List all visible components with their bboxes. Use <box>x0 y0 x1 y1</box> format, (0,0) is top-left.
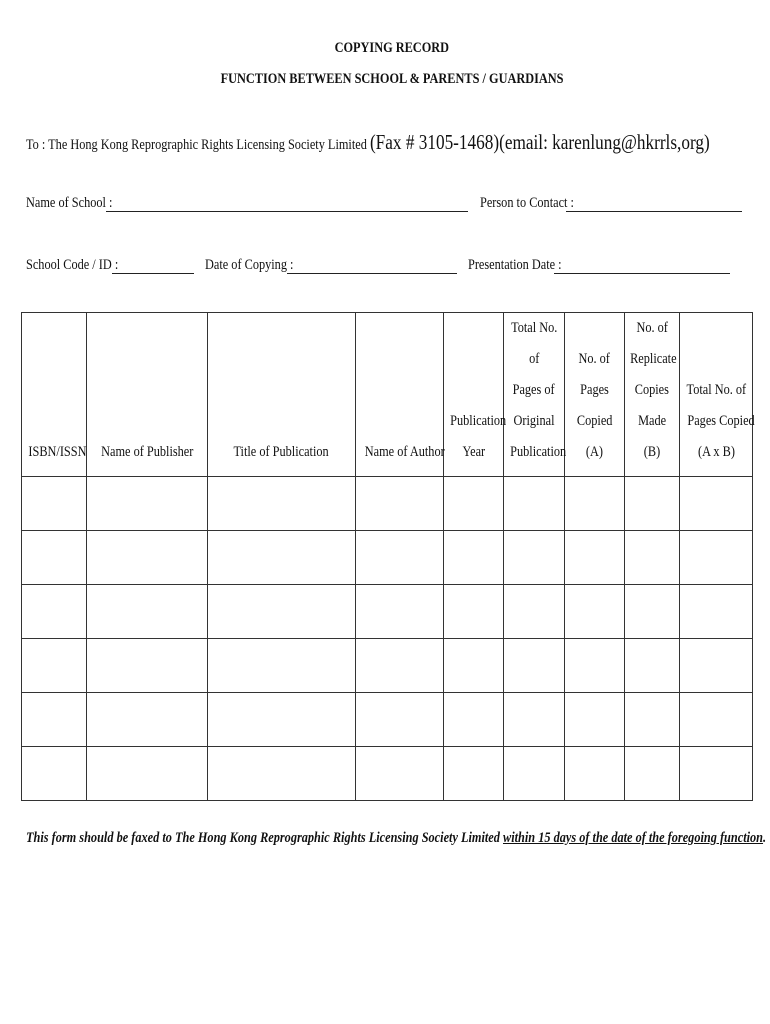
table-row <box>22 531 753 585</box>
column-header-line: Copied <box>576 413 613 429</box>
column-header-line: Replicate <box>630 351 677 367</box>
column-header-4 <box>356 313 444 477</box>
table-cell[interactable] <box>565 477 625 531</box>
table-row <box>22 693 753 747</box>
presentation-date-label: Presentation Date : <box>468 257 562 273</box>
column-header-line: (B) <box>643 444 661 460</box>
person-to-contact-field[interactable] <box>566 211 742 212</box>
column-header-line: Publication <box>450 413 507 429</box>
table-cell[interactable] <box>504 585 565 639</box>
column-header-2 <box>87 313 208 477</box>
table-cell[interactable] <box>680 531 753 585</box>
table-cell[interactable] <box>625 585 680 639</box>
form-title: COPYING RECORD <box>334 40 450 56</box>
date-of-copying-field[interactable] <box>287 273 457 274</box>
table-cell[interactable] <box>356 747 444 801</box>
table-cell[interactable] <box>565 747 625 801</box>
recipient-line <box>26 130 770 155</box>
school-code-field[interactable] <box>112 273 194 274</box>
table-cell[interactable] <box>208 585 356 639</box>
table-cell[interactable] <box>565 693 625 747</box>
table-cell[interactable] <box>22 531 87 585</box>
table-cell[interactable] <box>87 693 208 747</box>
column-header-1 <box>22 313 87 477</box>
date-of-copying-label: Date of Copying : <box>205 257 294 273</box>
table-cell[interactable] <box>565 531 625 585</box>
column-header-line: Original <box>513 413 555 429</box>
school-code-label: School Code / ID : <box>26 257 119 273</box>
table-cell[interactable] <box>565 585 625 639</box>
table-cell[interactable] <box>680 585 753 639</box>
column-header-line: Copies <box>634 382 670 398</box>
table-cell[interactable] <box>625 747 680 801</box>
table-cell[interactable] <box>444 585 504 639</box>
table-cell[interactable] <box>356 639 444 693</box>
table-row <box>22 747 753 801</box>
table-cell[interactable] <box>504 477 565 531</box>
column-header-9 <box>680 313 753 477</box>
table-cell[interactable] <box>87 747 208 801</box>
table-cell[interactable] <box>680 747 753 801</box>
table-row <box>22 639 753 693</box>
column-header-7 <box>565 313 625 477</box>
column-header-8 <box>625 313 680 477</box>
presentation-date-field[interactable] <box>554 273 730 274</box>
column-header-line: Name of Author <box>364 444 445 460</box>
table-cell[interactable] <box>504 639 565 693</box>
recipient-contact: (Fax # 3105-1468)(email: karenlung@hkrrls,org) <box>369 130 710 154</box>
table-cell[interactable] <box>625 693 680 747</box>
table-cell[interactable] <box>208 693 356 747</box>
column-header-line: Name of Publisher <box>100 444 194 460</box>
footer-deadline: within 15 days of the date of the foregoing function <box>502 830 764 846</box>
table-cell[interactable] <box>87 585 208 639</box>
table-cell[interactable] <box>22 639 87 693</box>
person-to-contact-label: Person to Contact : <box>480 195 574 211</box>
column-header-line: Publication <box>510 444 567 460</box>
copying-record-table <box>21 312 753 801</box>
column-header-line: Total No. of <box>686 382 747 398</box>
column-header-line: ISBN/ISSN <box>28 444 87 460</box>
footer-end: . <box>763 830 767 846</box>
footer-text: This form should be faxed to The Hong Kong Reprographic Rights Licensing Society Limited <box>26 830 500 846</box>
table-cell[interactable] <box>22 585 87 639</box>
table-cell[interactable] <box>680 477 753 531</box>
column-header-line: (A) <box>585 444 604 460</box>
form-subtitle: FUNCTION BETWEEN SCHOOL & PARENTS / GUARDIANS <box>220 71 564 87</box>
table-cell[interactable] <box>356 585 444 639</box>
table-cell[interactable] <box>208 747 356 801</box>
table-cell[interactable] <box>22 747 87 801</box>
table-cell[interactable] <box>625 639 680 693</box>
table-cell[interactable] <box>444 477 504 531</box>
table-cell[interactable] <box>444 693 504 747</box>
table-cell[interactable] <box>565 639 625 693</box>
table-cell[interactable] <box>444 531 504 585</box>
column-header-line: Made <box>637 413 667 429</box>
table-cell[interactable] <box>208 477 356 531</box>
footer-note <box>26 830 770 847</box>
column-header-line: Pages of <box>512 382 556 398</box>
table-row <box>22 585 753 639</box>
table-cell[interactable] <box>87 531 208 585</box>
table-cell[interactable] <box>356 531 444 585</box>
table-row <box>22 477 753 531</box>
column-header-3 <box>208 313 356 477</box>
name-of-school-label: Name of School : <box>26 195 113 211</box>
table-cell[interactable] <box>208 639 356 693</box>
column-header-5 <box>444 313 507 477</box>
column-header-line: Pages <box>580 382 609 398</box>
table-cell[interactable] <box>208 531 356 585</box>
table-cell[interactable] <box>625 531 680 585</box>
table-cell[interactable] <box>504 747 565 801</box>
table-cell[interactable] <box>356 693 444 747</box>
table-cell[interactable] <box>87 477 208 531</box>
table-cell[interactable] <box>444 747 504 801</box>
column-header-line: No. of <box>636 320 668 336</box>
column-header-line: (A x B) <box>697 444 735 460</box>
name-of-school-field[interactable] <box>106 211 468 212</box>
table-cell[interactable] <box>680 693 753 747</box>
table-cell[interactable] <box>356 477 444 531</box>
table-cell[interactable] <box>504 531 565 585</box>
table-body <box>22 477 753 801</box>
column-header-line: of <box>528 351 540 367</box>
table-cell[interactable] <box>625 477 680 531</box>
table-header-row <box>22 313 753 477</box>
column-header-6 <box>504 313 565 477</box>
recipient-name: To : The Hong Kong Reprographic Rights Licensing Society Limited <box>26 137 367 153</box>
table-cell[interactable] <box>22 477 87 531</box>
table-cell[interactable] <box>504 693 565 747</box>
column-header-line: Year <box>462 444 485 460</box>
column-header-line: Title of Publication <box>233 444 330 460</box>
column-header-line: Pages Copied <box>687 413 755 429</box>
table-cell[interactable] <box>22 693 87 747</box>
column-header-line: No. of <box>578 351 611 367</box>
table-cell[interactable] <box>444 639 504 693</box>
column-header-line: Total No. <box>510 320 558 336</box>
table-cell[interactable] <box>87 639 208 693</box>
table-cell[interactable] <box>680 639 753 693</box>
